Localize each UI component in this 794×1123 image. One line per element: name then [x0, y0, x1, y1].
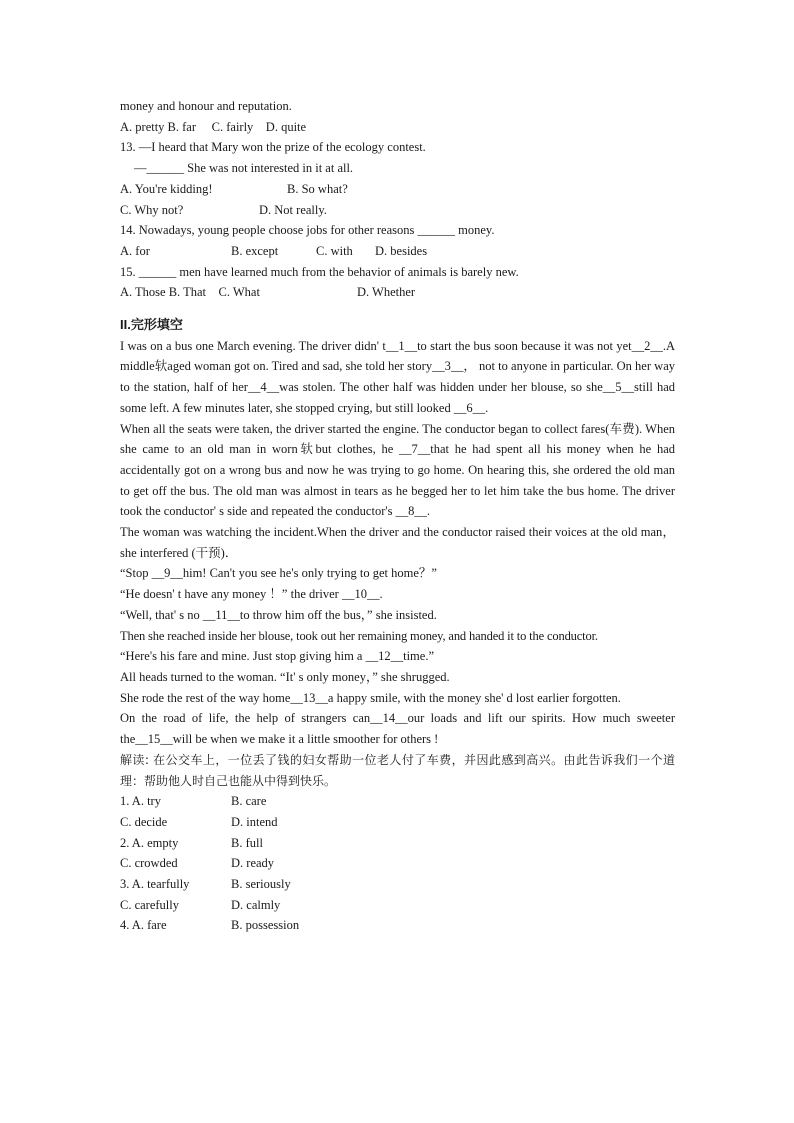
option-right: B. possession: [231, 918, 300, 933]
option-left: C. decide: [120, 814, 168, 829]
option-right: B. full: [231, 835, 263, 850]
question-15-options: [120, 282, 675, 303]
option-right: B. seriously: [231, 877, 291, 892]
question-15-stem: 15. ______ men have learned much from the behavior of animals is barely new.: [120, 264, 519, 279]
option-left: 1. A. try: [120, 794, 161, 809]
option-d: D. Not really.: [259, 202, 327, 217]
option-left: 3. A. tearfully: [120, 877, 190, 892]
option-d: D. Whether: [357, 285, 416, 300]
section-heading: II.完形填空: [120, 317, 183, 333]
answer-option-row: [120, 874, 675, 895]
cloze-paragraph-11: On the road of life, the help of strangers can__14__our loads and lift our spirits. How much sweeter the__15__will be when we make it a little smoother for others !: [120, 711, 675, 747]
option-left: C. carefully: [120, 897, 180, 912]
option-right: D. calmly: [231, 897, 281, 912]
cloze-paragraph-9: All heads turned to the woman. “It' s only money，” she shrugged.: [120, 669, 450, 684]
cloze-paragraph-3: The woman was watching the incident.When the driver and the conductor raised their voices at the old man，she interfered (干预)．: [120, 525, 675, 560]
answer-option-row: [120, 915, 675, 936]
option-left: 2. A. empty: [120, 835, 179, 850]
question-13-options-cd: [120, 200, 675, 221]
option-c: C. Why not?: [120, 202, 184, 217]
cloze-paragraph-6: “Well, that' s no __11__to throw him off the bus，” she insisted.: [120, 607, 437, 622]
answer-options-list: [120, 791, 675, 936]
option-b: B. except: [231, 243, 279, 258]
cloze-paragraph-4: “Stop __9__him! Can't you see he's only trying to get home？”: [120, 566, 437, 581]
question-13-stem: 13. —I heard that Mary won the prize of the ecology contest.: [120, 140, 426, 155]
option-right: D. ready: [231, 856, 275, 871]
answer-option-row: [120, 853, 675, 874]
answer-option-row: [120, 812, 675, 833]
question-13-reply: —______ She was not interested in it at all.: [134, 161, 354, 176]
cloze-paragraph-8: “Here's his fare and mine. Just stop giving him a __12__time.”: [120, 649, 434, 664]
option-abc: A. Those B. That C. What: [120, 285, 260, 300]
option-b: B. So what?: [287, 181, 348, 196]
cloze-paragraph-2: When all the seats were taken, the driver started the engine. The conductor began to collect fares(车费). When she came to an old man in worn轪but clothes, he __7__that he had spent all his money when he had accidentally got on a wrong bus and now he was trying to go home. On hearing this, she ordered the old man to get off the bus. The old man was almost in tears as he begged her to let him take the bus home. The driver took the conductor' s side and repeated the conductor's __8__.: [120, 421, 675, 519]
answer-option-row: [120, 895, 675, 916]
cloze-interpretation: 解读: 在公交车上，一位丢了钱的妇女帮助一位老人付了车费，并因此感到高兴。由此告诉我们一个道理：帮助他人时自己也能从中得到快乐。: [120, 752, 675, 788]
option-left: 4. A. fare: [120, 918, 167, 933]
cloze-paragraph-5: “He doesn' t have any money ！” the driver __10__.: [120, 587, 383, 602]
question-12-stem-tail: money and honour and reputation.: [120, 99, 292, 113]
option-right: D. intend: [231, 814, 278, 829]
option-d: D. besides: [375, 243, 428, 258]
option-c: C. with: [316, 243, 353, 258]
answer-option-row: [120, 791, 675, 812]
answer-option-row: [120, 833, 675, 854]
option-right: B. care: [231, 794, 267, 809]
option-left: C. crowded: [120, 856, 178, 871]
document-page: [120, 96, 675, 936]
option-a: A. You're kidding!: [120, 181, 213, 196]
cloze-paragraph-1: I was on a bus one March evening. The driver didn' t__1__to start the bus soon because it was not yet__2__.A middle轪aged woman got on. Tired and sad, she told her story__3__， not to anyone in particular. On her way to the station, half of her__4__was stolen. The other half was hidden under her blouse, so she__5__still had some left. A few minutes later, she stopped crying, but still looked __6__.: [120, 338, 675, 415]
question-12-options: A. pretty B. far C. fairly D. quite: [120, 119, 307, 134]
cloze-paragraph-10: She rode the rest of the way home__13__a happy smile, with the money she' d lost earlier forgotten.: [120, 690, 621, 705]
question-14-options: [120, 241, 675, 262]
cloze-paragraph-7: Then she reached inside her blouse, took out her remaining money, and handed it to the conductor.: [120, 628, 598, 643]
option-a: A. for: [120, 243, 150, 258]
question-14-stem: 14. Nowadays, young people choose jobs for other reasons ______ money.: [120, 223, 495, 238]
question-13-options-ab: [120, 179, 675, 200]
